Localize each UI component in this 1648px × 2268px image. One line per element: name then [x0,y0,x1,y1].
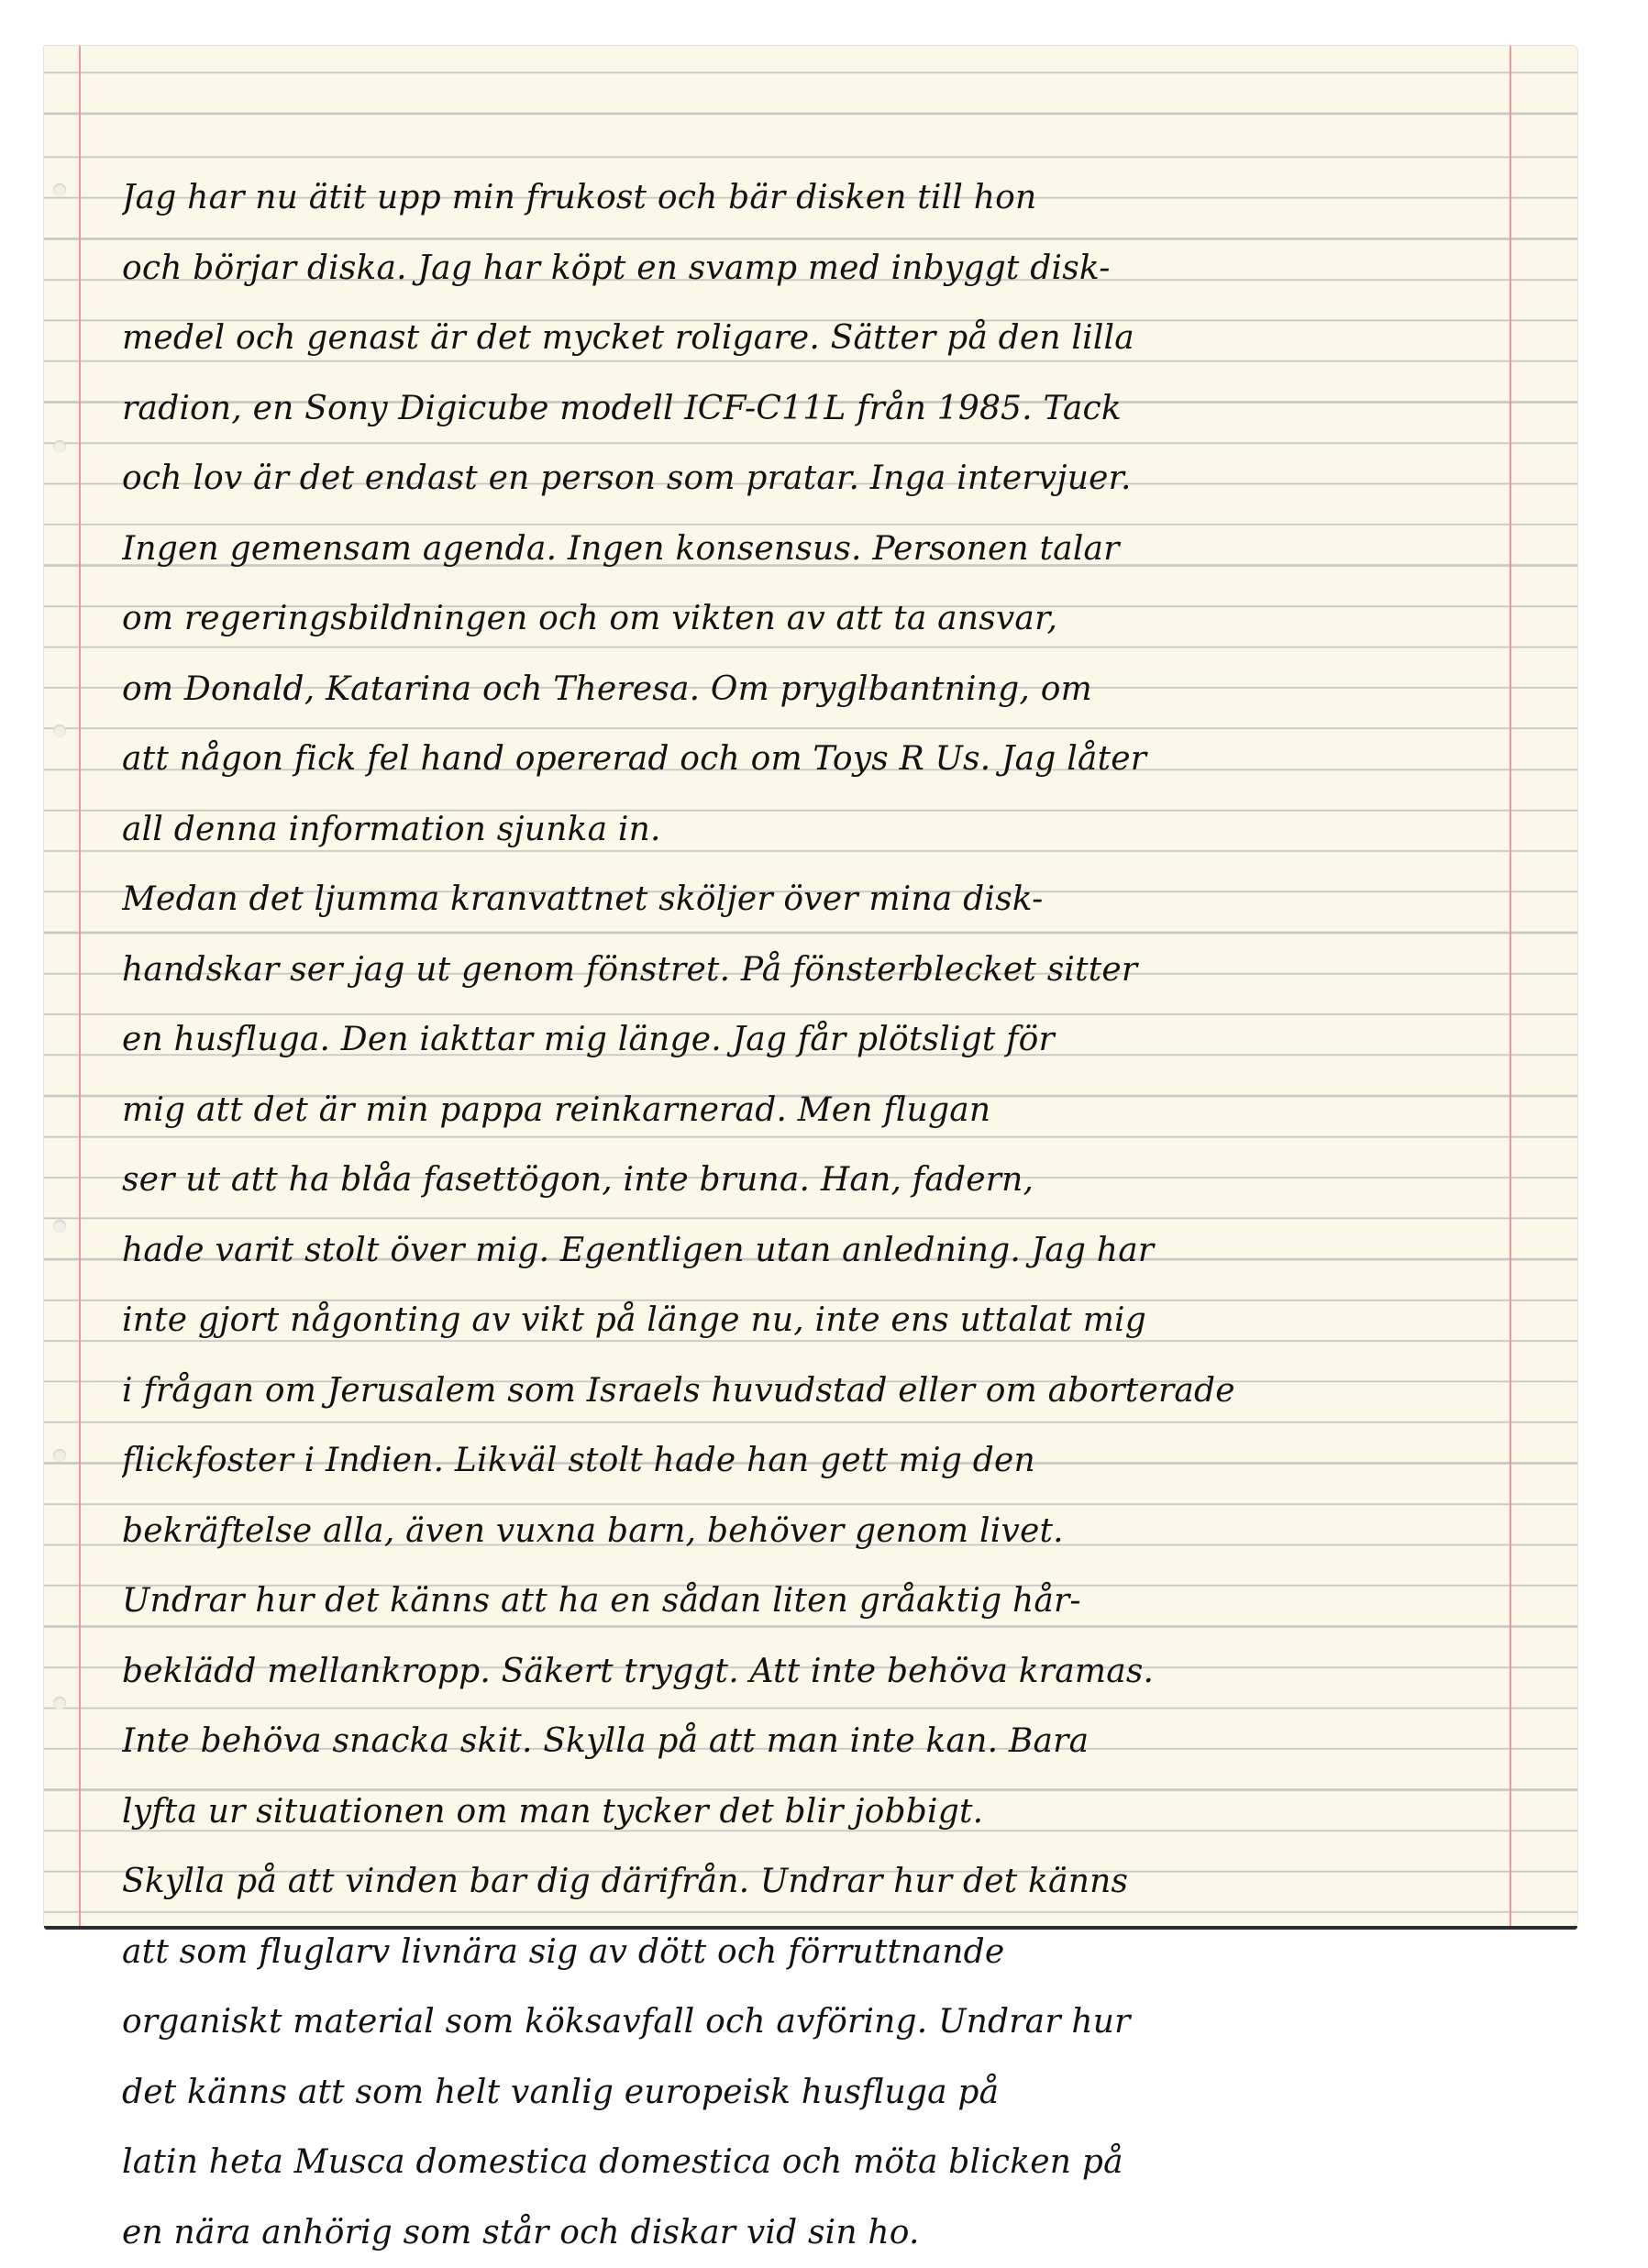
text-line: organiskt material som köksavfall och avföring. Undrar hur [122,1987,1548,2058]
text-line: och lov är det endast en person som pratar. Inga intervjuer. [122,444,1548,514]
text-line: att någon fick fel hand opererad och om Toys R Us. Jag låter [122,725,1548,795]
text-line: radion, en Sony Digicube modell ICF-C11L från 1985. Tack [122,374,1548,445]
text-line: lyfta ur situationen om man tycker det blir jobbigt. [122,1777,1548,1848]
left-margin-line [79,46,81,1926]
punch-hole-mark [53,1220,66,1233]
text-line: latin heta Musca domestica domestica och möta blicken på [122,2128,1548,2198]
text-line: bekräftelse alla, även vuxna barn, behöver genom livet. [122,1497,1548,1567]
text-line: mig att det är min pappa reinkarnerad. Men flugan [122,1076,1548,1146]
text-line: Undrar hur det känns att ha en sådan liten gråaktig hår- [122,1566,1548,1637]
text-line: handskar ser jag ut genom fönstret. På fönsterblecket sitter [122,935,1548,1006]
punch-hole-mark [53,1449,66,1462]
text-line: inte gjort någonting av vikt på länge nu, inte ens uttalat mig [122,1286,1548,1356]
text-line: hade varit stolt över mig. Egentligen utan anledning. Jag har [122,1216,1548,1287]
punch-hole-mark [53,725,66,737]
text-line: en nära anhörig som står och diskar vid sin ho. [122,2198,1548,2268]
text-line: ser ut att ha blåa fasettögon, inte bruna. Han, fadern, [122,1145,1548,1216]
text-line: Inte behöva snacka skit. Skylla på att man inte kan. Bara [122,1707,1548,1777]
punch-hole-mark [53,183,66,196]
punch-hole-mark [53,440,66,453]
handwritten-text [122,163,1548,2268]
text-line: och börjar diska. Jag har köpt en svamp med inbyggt disk- [122,234,1548,304]
text-line: flickfoster i Indien. Likväl stolt hade han gett mig den [122,1426,1548,1497]
text-line: Ingen gemensam agenda. Ingen konsensus. Personen talar [122,514,1548,585]
text-line: om Donald, Katarina och Theresa. Om pryglbantning, om [122,655,1548,725]
text-line: medel och genast är det mycket roligare. Sätter på den lilla [122,304,1548,374]
page-bottom-edge [44,1926,1577,1930]
text-line: beklädd mellankropp. Säkert tryggt. Att inte behöva kramas. [122,1637,1548,1708]
text-line: Skylla på att vinden bar dig därifrån. Undrar hur det känns [122,1847,1548,1918]
text-line: en husfluga. Den iakttar mig länge. Jag får plötsligt för [122,1005,1548,1076]
text-line: all denna information sjunka in. [122,795,1548,866]
text-line: Jag har nu ätit upp min frukost och bär disken till hon [122,163,1548,234]
text-line: det känns att som helt vanlig europeisk husfluga på [122,2058,1548,2129]
text-line: om regeringsbildningen och om vikten av att ta ansvar, [122,584,1548,655]
notebook-page [44,46,1577,1926]
text-line: i frågan om Jerusalem som Israels huvudstad eller om aborterade [122,1356,1548,1427]
text-line: Medan det ljumma kranvattnet sköljer över mina disk- [122,865,1548,935]
punch-hole-mark [53,1697,66,1709]
text-line: att som fluglarv livnära sig av dött och förruttnande [122,1918,1548,1988]
